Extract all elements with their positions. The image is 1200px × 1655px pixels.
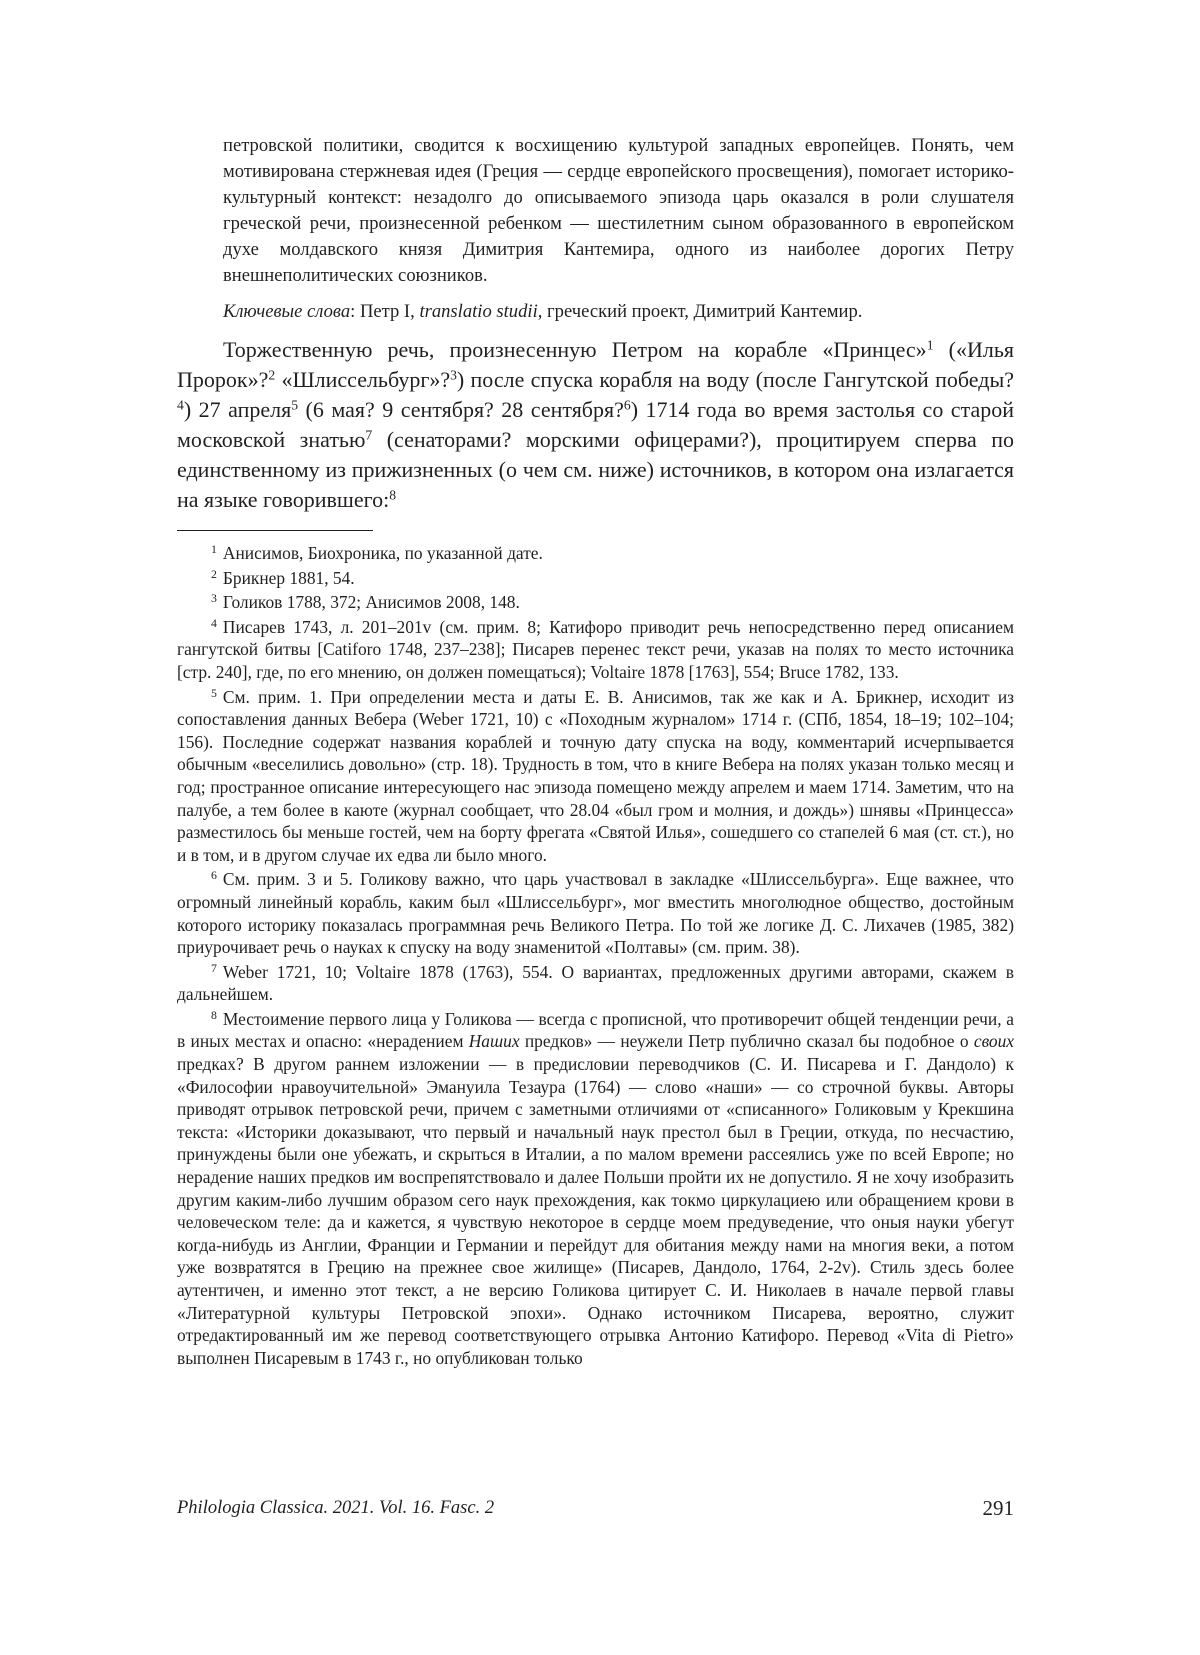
footnote-ref-6[interactable]: 6 xyxy=(623,397,631,413)
main-text-3: «Шлиссельбург»? xyxy=(275,367,451,392)
main-text-1: Торжественную речь, произнесенную Петром на корабле «Принцес» xyxy=(223,337,927,362)
main-text-5: ) 27 апреля xyxy=(183,397,292,422)
footnote-text: предках? В другом раннем изложении — в предисловии переводчиков (С. И. Писарева и Г. Дандоло) к «Философии нравоучительной» Эмануила Тезаура (1764) — слово «наши» — со строчной буквы. Авторы приводят отрывок петровской речи, причем с заметными отличиями от «списанного» Голиковым у Крекшина текста: «Историки доказывают, что первый и начальный наук престол был в Греции, откуда, по несчастию, принуждены были оне убежать, и скрыться в Италии, а по малом времени рассеялись уже по всей Европе; но нерадение наших предков им воспрепятствовало и далее Польши пройти их не допустило. Я не хочу изобразить другим каким-либо лучшим образом сего наук прехождения, как токмо циркулациею или обращением крови в человеческом теле: да и кажется, я чувствую некоторое в сердце моем предуведение, что оныя науки убегут когда-нибудь из Англии, Франции и Германии и перейдут для обитания между нами на многия веки, а потом уже возвратятся в Грецию на прежнее свое жилище» (Писарев, Дандоло, 1764, 2-2v). Стиль здесь более аутентичен, и именно этот текст, а не версию Голикова цитирует С. И. Николаев в начале первой главы «Литературной культуры Петровской эпохи». Однако источником Писарева, вероятно, служит отредактированный им же перевод соответствующего отрывка Антонио Катифоро. Перевод «Vita di Pietro» выполнен Писаревым в 1743 г., но опубликован только xyxy=(177,1054,1014,1368)
footnote-ref-4[interactable]: 4 xyxy=(177,397,184,413)
footnote-text: Weber 1721, 10; Voltaire 1878 (1763), 554. О вариантах, предложенных другими авторами, скажем в дальнейшем. xyxy=(177,961,1014,1005)
footnote-text: Писарев 1743, л. 201–201v (см. прим. 8; Катифоро приводит речь непосредственно перед описанием гангутской битвы [Catiforo 1748, 237–238]; Писарев перенес текст речи, указав на полях то место источника [стр. 240], где, по его мнению, он должен помещаться); Voltaire 1878 [1763], 554; Bruce 1782, 133. xyxy=(177,616,1014,682)
footnote-2 xyxy=(177,567,1014,590)
keywords-line xyxy=(223,299,1014,325)
footnote-number: 7 xyxy=(211,960,217,975)
main-text-6: (6 мая? 9 сентября? 28 сентября? xyxy=(298,397,624,422)
footnote-7 xyxy=(177,961,1014,1006)
footnote-italic: Наших xyxy=(468,1031,520,1052)
footnote-ref-5[interactable]: 5 xyxy=(291,397,299,413)
keywords-italic: translatio studii xyxy=(419,301,538,322)
abstract-block xyxy=(223,133,1014,325)
abstract-text: петровской политики, сводится к восхищению культурой западных европейцев. Понять, чем мотивирована стержневая идея (Греция — сердце европейского просвещения), помогает историко-культурный контекст: незадолго до описываемого эпизода царь оказался в роли слушателя греческой речи, произнесенной ребенком — шестилетним сыном образованного в европейском духе молдавского князя Димитрия Кантемира, одного из наиболее дорогих Петру внешнеполитических союзников. xyxy=(223,135,1014,286)
footnote-ref-3[interactable]: 3 xyxy=(450,367,457,383)
footnote-text: Брикнер 1881, 54. xyxy=(222,567,355,588)
footnotes xyxy=(177,542,1014,1371)
keywords-label: Ключевые слова xyxy=(223,301,351,322)
footnote-text: См. прим. 1. При определении места и даты Е. В. Анисимов, так же как и А. Брикнер, исходит из сопоставления данных Вебера (Weber 1721, 10) с «Походным журналом» 1714 г. (СПб, 1854, 18–19; 102–104; 156). Последние содержат названия кораблей и точную дату спуска на воду, комментарий исчерпывается обычным «веселились довольно» (стр. 18). Трудность в том, что в книге Вебера на полях указан только месяц и год; пространное описание интересующего нас эпизода помещено между апрелем и маем 1714. Заметим, что на палубе, а тем более в каюте (журнал сообщает, что 28.04 «был гром и молния, и дождь») шнявы «Принцесса» разместилось бы меньше гостей, чем на борту фрегата «Святой Илья», сошедшего со стапелей 6 мая (ст. ст.), но и в том, и в другом случае их едва ли было много. xyxy=(177,686,1014,865)
footnote-ref-7[interactable]: 7 xyxy=(365,427,373,443)
footnote-number: 6 xyxy=(211,868,217,883)
footnote-6 xyxy=(177,868,1014,958)
footnote-number: 3 xyxy=(211,591,217,606)
footnote-number: 4 xyxy=(211,615,217,630)
footnote-8 xyxy=(177,1008,1014,1370)
footnote-italic: своих xyxy=(973,1031,1014,1052)
footnote-5 xyxy=(177,686,1014,867)
footnote-ref-2[interactable]: 2 xyxy=(268,367,276,383)
main-text-8: (сенаторами? морскими офицерами?), процитируем сперва по единственному из прижизненных (о чем см. ниже) источников, в котором она излагается на языке говорившего: xyxy=(177,427,1014,512)
main-text-4: ) после спуска корабля на воду (после Гангутской победы? xyxy=(456,367,1014,392)
footnote-3 xyxy=(177,591,1014,614)
footnote-text: Анисимов, Биохроника, по указанной дате. xyxy=(222,543,543,563)
page-number: 291 xyxy=(982,1496,1014,1520)
footnote-text: См. прим. 3 и 5. Голикову важно, что царь участвовал в закладке «Шлиссельбурга». Еще важнее, что огромный линейный корабль, каким был «Шлиссельбург», мог вместить многолюдное общество, достойным которого историку показалась программная речь Великого Петра. По той же логике Д. С. Лихачев (1985, 382) приурочивает речь о науках к спуску на воду знаменитой «Полтавы» (см. прим. 38). xyxy=(177,869,1014,958)
footnote-text: предков» — неужели Петр публично сказал бы подобное о xyxy=(519,1031,974,1052)
footnote-number: 5 xyxy=(211,685,217,700)
journal-citation: Philologia Classica. 2021. Vol. 16. Fasc. 2 xyxy=(177,1498,495,1518)
footnote-4 xyxy=(177,616,1014,684)
main-paragraph xyxy=(177,335,1014,515)
keywords-colon: : Петр I, xyxy=(350,301,420,322)
page-footer xyxy=(177,1496,1014,1526)
footnote-number: 8 xyxy=(211,1007,217,1022)
footnote-number: 2 xyxy=(211,566,217,581)
footnote-1 xyxy=(177,542,1014,565)
footnote-text: Местоимение первого лица у Голикова — всегда с прописной, что противоречит общей тенденции речи, а в иных местах и опасно: «нерадением xyxy=(177,1008,1014,1052)
footnote-ref-8[interactable]: 8 xyxy=(389,487,397,503)
main-text-2: («Илья Пророк»? xyxy=(177,337,1014,392)
main-text-7: ) 1714 года во время застолья со старой московской знатью xyxy=(177,397,1014,452)
footnote-separator xyxy=(177,530,373,531)
footnote-text: Голиков 1788, 372; Анисимов 2008, 148. xyxy=(222,592,520,613)
keywords-rest: , греческий проект, Димитрий Кантемир. xyxy=(537,301,863,322)
footnote-ref-1[interactable]: 1 xyxy=(926,337,934,353)
main-paragraph-block xyxy=(177,335,1014,515)
footnote-number: 1 xyxy=(211,542,217,557)
